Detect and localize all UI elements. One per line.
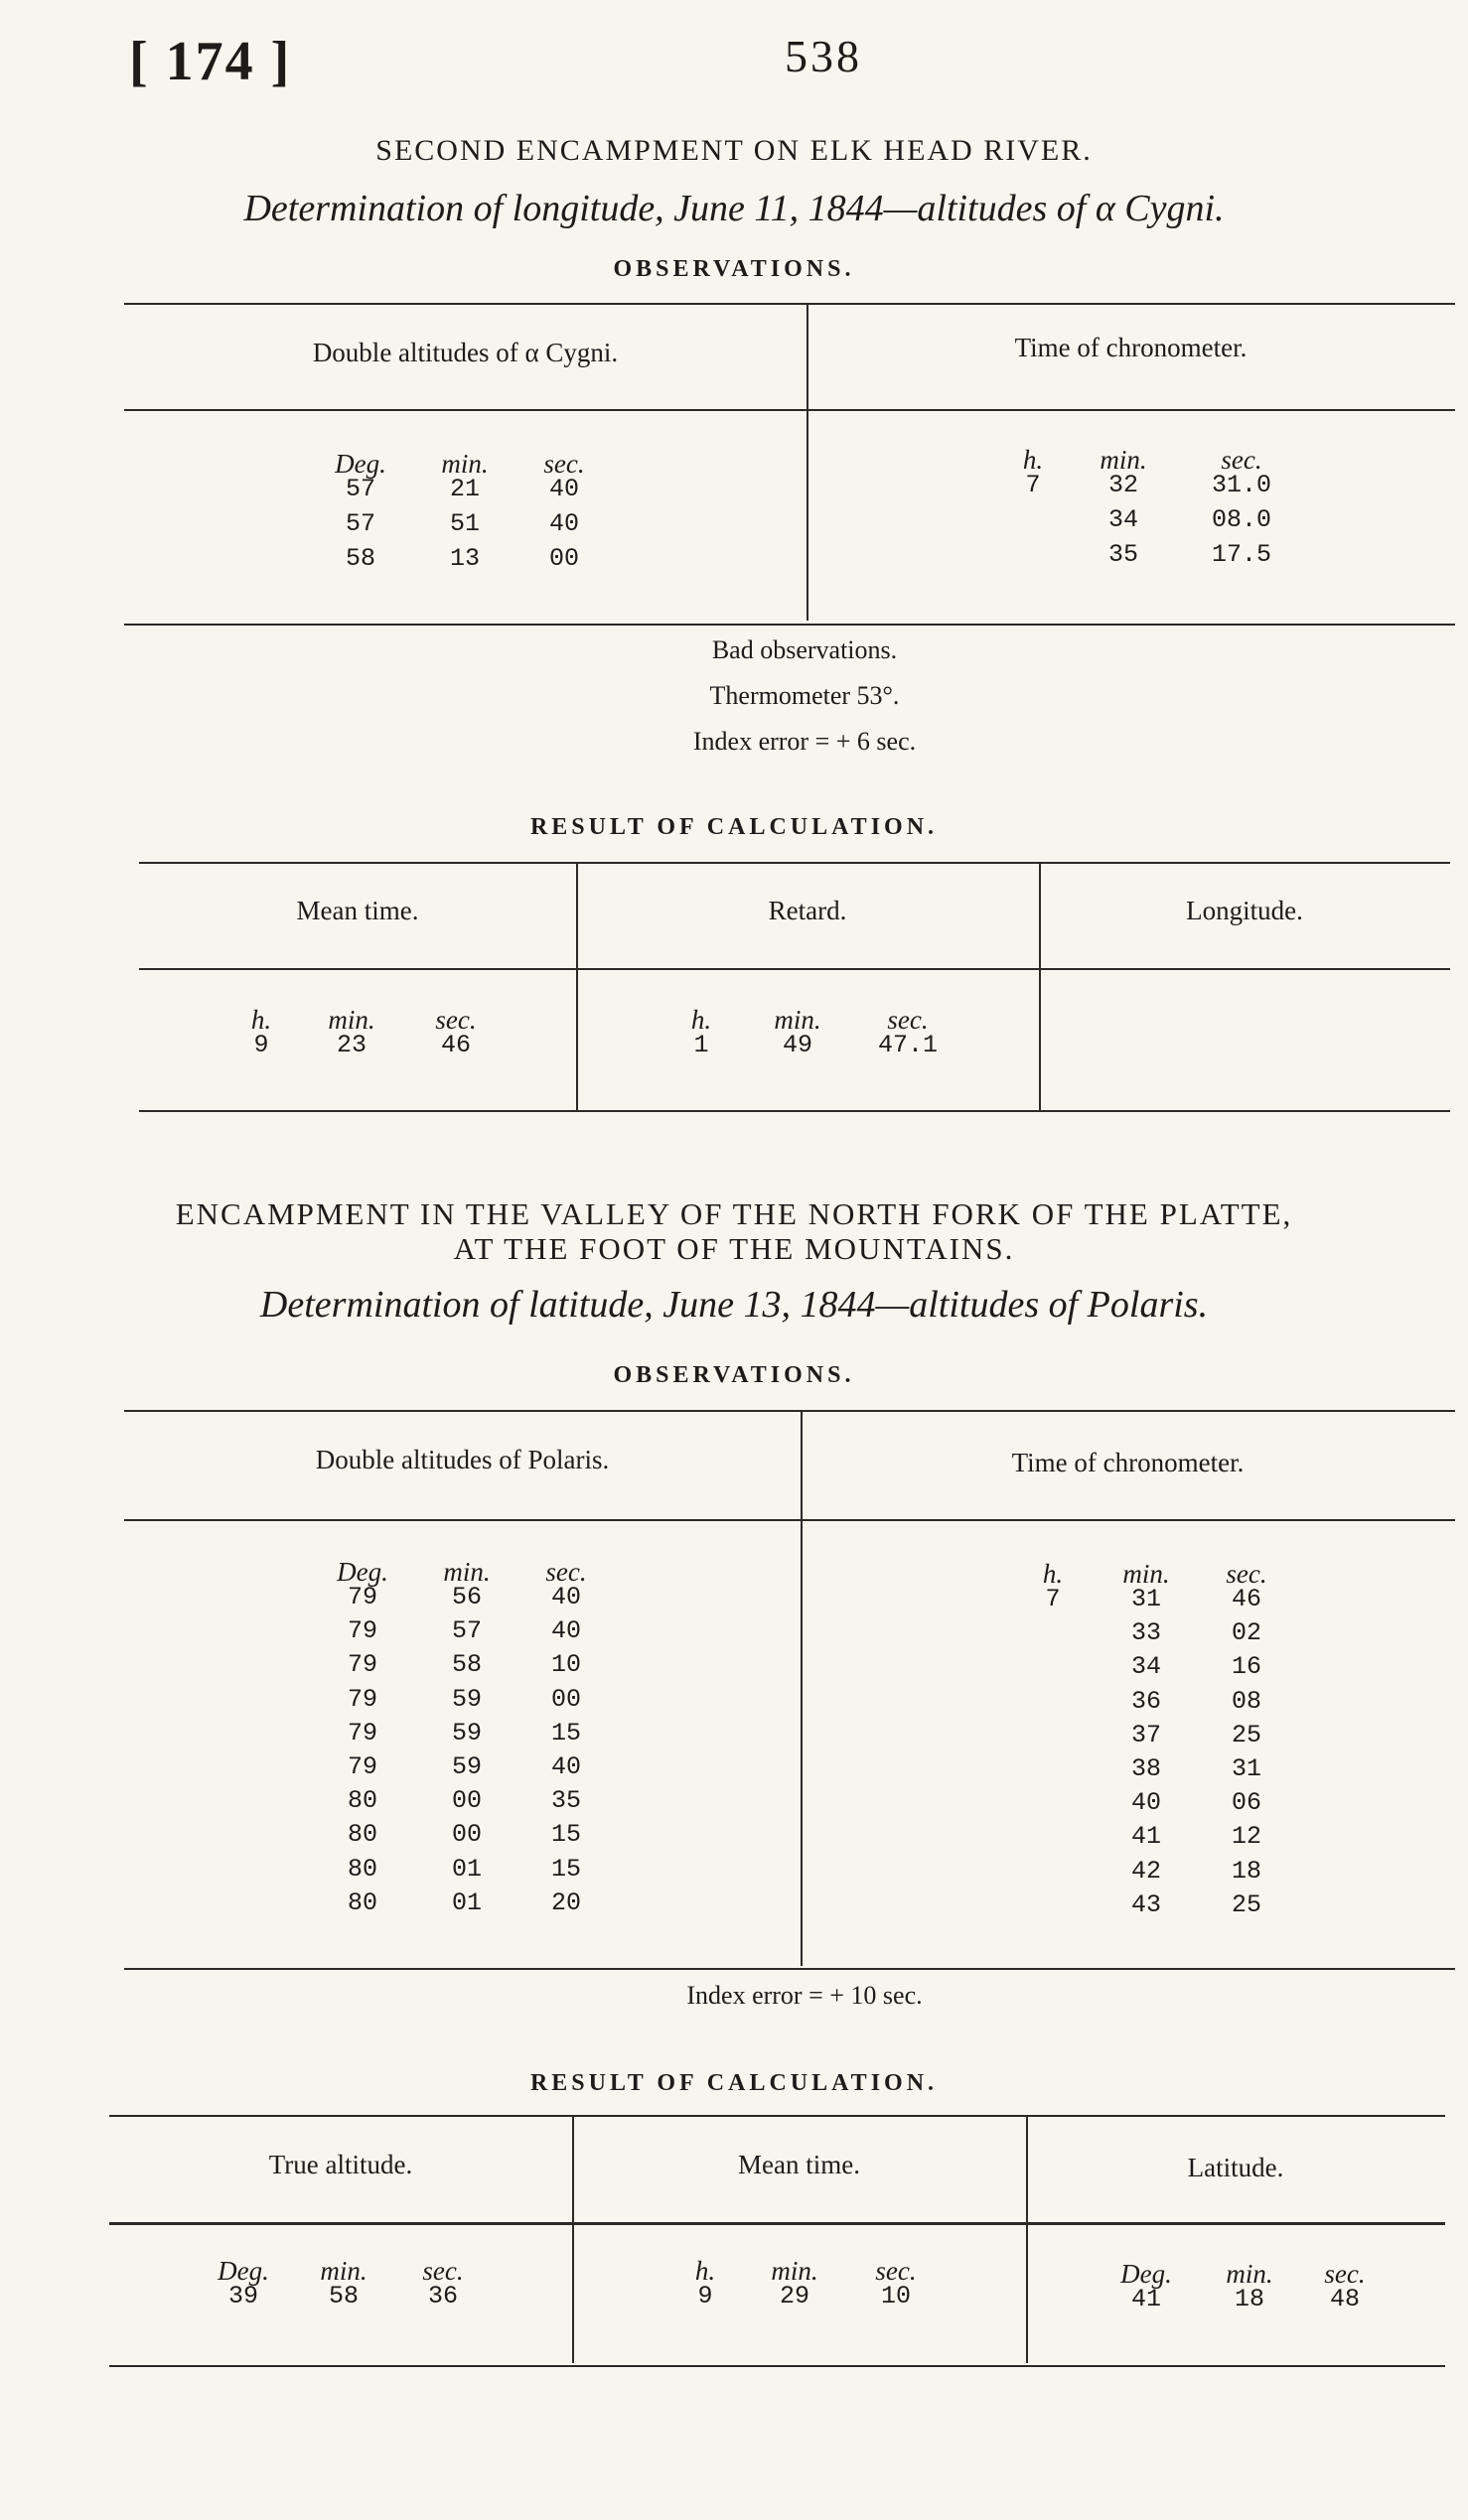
result1-header-mean-time: Mean time.: [296, 896, 419, 925]
result2-true-cell: 36: [427, 2282, 458, 2310]
result1-retard-unit: sec.: [887, 1005, 929, 1035]
obs1-right-cell: 34: [1107, 505, 1138, 534]
obs1-left-cell: 13: [449, 544, 480, 573]
obs2-left-unit: min.: [443, 1557, 491, 1587]
result1-retard-unit: h.: [690, 1005, 712, 1035]
result1-mean-cell: 9: [253, 1031, 269, 1059]
obs1-left-cell: 57: [345, 509, 375, 538]
obs2-right-cell: 33: [1130, 1618, 1161, 1648]
obs2-right-cell: 25: [1231, 1720, 1261, 1750]
result1-header-retard: Retard.: [768, 896, 847, 925]
table-rule: [139, 1110, 1450, 1112]
table-rule: [139, 862, 1450, 864]
obs2-left-cell: 01: [451, 1854, 482, 1884]
obs2-left-cell: 79: [347, 1684, 377, 1714]
table-rule: [109, 2222, 1445, 2225]
note-index-error: Index error = + 6 sec.: [692, 727, 917, 756]
obs2-left-cell: 79: [347, 1650, 377, 1680]
obs2-left-cell: 10: [550, 1650, 581, 1680]
result2-mean-cell: 9: [697, 2282, 713, 2310]
obs2-right-cell: 42: [1130, 1856, 1161, 1886]
obs2-left-cell: 15: [550, 1820, 581, 1850]
obs2-left-cell: 40: [550, 1616, 581, 1646]
obs2-left-cell: 79: [347, 1583, 377, 1611]
obs2-left-cell: 00: [451, 1820, 482, 1850]
table-rule: [124, 409, 1455, 411]
result2-lat-cell: 41: [1130, 2285, 1161, 2313]
obs1-left-cell: 21: [449, 475, 480, 503]
obs2-left-cell: 35: [550, 1786, 581, 1816]
section2-subtitle: Determination of latitude, June 13, 1844—altitudes of Polaris.: [259, 1284, 1209, 1326]
obs1-right-cell: 35: [1107, 540, 1138, 569]
obs2-left-cell: 20: [550, 1888, 581, 1917]
obs2-left-cell: 80: [347, 1888, 377, 1917]
obs2-right-header: Time of chronometer.: [1011, 1448, 1245, 1477]
result2-header-true-altitude: True altitude.: [268, 2150, 413, 2179]
obs2-right-cell: 37: [1130, 1720, 1161, 1750]
result2-mean-unit: sec.: [875, 2256, 917, 2286]
result1-retard-cell: 47.1: [877, 1031, 938, 1059]
note-bad-observations: Bad observations.: [711, 635, 898, 664]
obs2-left-header: Double altitudes of Polaris.: [315, 1445, 610, 1474]
obs2-right-cell: 34: [1130, 1652, 1161, 1682]
result1-mean-unit: min.: [328, 1005, 375, 1035]
bracket-page-number: [ 174 ]: [129, 31, 292, 92]
table-rule: [139, 968, 1450, 970]
result2-lat-unit: min.: [1226, 2259, 1273, 2289]
obs1-left-cell: 40: [548, 509, 579, 538]
result2-true-unit: sec.: [422, 2256, 464, 2286]
obs2-left-cell: 40: [550, 1583, 581, 1611]
obs2-left-cell: 59: [451, 1718, 482, 1748]
note-index-error-2: Index error = + 10 sec.: [686, 1981, 923, 2010]
table-rule: [109, 2365, 1445, 2367]
obs2-right-cell: 25: [1231, 1890, 1261, 1919]
obs1-right-cell: 7: [1025, 471, 1041, 499]
obs2-right-cell: 31: [1130, 1585, 1161, 1613]
obs1-left-unit: min.: [441, 449, 489, 479]
obs1-left-cell: 57: [345, 475, 375, 503]
obs2-right-cell: 40: [1130, 1788, 1161, 1818]
obs1-right-unit: h.: [1022, 445, 1044, 475]
obs1-right-cell: 08.0: [1211, 505, 1271, 534]
result1-mean-cell: 46: [440, 1031, 471, 1059]
obs1-right-cell: 32: [1107, 471, 1138, 499]
result1-retard-unit: min.: [774, 1005, 821, 1035]
obs2-left-cell: 58: [451, 1650, 482, 1680]
obs2-right-cell: 36: [1130, 1686, 1161, 1716]
obs1-left-unit: sec.: [543, 449, 585, 479]
section2-result-label: RESULT OF CALCULATION.: [529, 2070, 939, 2096]
obs2-left-cell: 40: [550, 1752, 581, 1781]
obs2-left-cell: 15: [550, 1854, 581, 1884]
obs2-right-cell: 16: [1231, 1652, 1261, 1682]
result2-true-cell: 39: [227, 2282, 258, 2310]
table-rule: [124, 1410, 1455, 1412]
obs1-right-header: Time of chronometer.: [1014, 333, 1248, 362]
result1-mean-cell: 23: [336, 1031, 367, 1059]
obs2-right-cell: 43: [1130, 1890, 1161, 1919]
section2-title-line1: ENCAMPMENT IN THE VALLEY OF THE NORTH FORK OF THE PLATTE,: [175, 1196, 1293, 1231]
result2-mean-cell: 10: [880, 2282, 911, 2310]
table-rule: [109, 2115, 1445, 2117]
obs1-left-cell: 51: [449, 509, 480, 538]
result1-mean-unit: h.: [250, 1005, 272, 1035]
obs1-right-cell: 17.5: [1211, 540, 1271, 569]
obs1-left-cell: 58: [345, 544, 375, 573]
obs2-left-unit: Deg.: [337, 1557, 388, 1587]
result2-true-cell: 58: [328, 2282, 359, 2310]
obs2-left-cell: 80: [347, 1786, 377, 1816]
obs2-left-cell: 79: [347, 1616, 377, 1646]
result2-mean-unit: min.: [771, 2256, 818, 2286]
obs2-left-cell: 57: [451, 1616, 482, 1646]
obs2-right-cell: 38: [1130, 1754, 1161, 1783]
obs2-right-cell: 41: [1130, 1822, 1161, 1852]
obs1-left-unit: Deg.: [335, 449, 386, 479]
section1-title: SECOND ENCAMPMENT ON ELK HEAD RIVER.: [375, 134, 1093, 167]
section1-observations-label: OBSERVATIONS.: [613, 256, 855, 282]
section1-observations-table: [0, 0, 1468, 1]
obs1-left-cell: 40: [548, 475, 579, 503]
obs2-right-cell: 46: [1231, 1585, 1261, 1613]
table-rule: [124, 303, 1455, 305]
obs2-left-cell: 80: [347, 1854, 377, 1884]
obs1-right-unit: sec.: [1221, 445, 1262, 475]
obs1-left-cell: 00: [548, 544, 579, 573]
page-number: 538: [785, 31, 862, 81]
section1-subtitle: Determination of longitude, June 11, 1844—altitudes of α Cygni.: [243, 188, 1225, 229]
obs2-right-cell: 12: [1231, 1822, 1261, 1852]
section2-title-line2: AT THE FOOT OF THE MOUNTAINS.: [453, 1231, 1015, 1266]
table-rule: [124, 1968, 1455, 1970]
obs2-right-unit: h.: [1042, 1559, 1064, 1589]
result2-lat-unit: sec.: [1324, 2259, 1366, 2289]
section1-result-label: RESULT OF CALCULATION.: [529, 814, 939, 840]
obs2-left-cell: 00: [550, 1684, 581, 1714]
obs2-left-cell: 79: [347, 1718, 377, 1748]
result2-true-unit: min.: [320, 2256, 367, 2286]
result1-retard-cell: 1: [693, 1031, 709, 1059]
obs2-left-cell: 79: [347, 1752, 377, 1781]
obs2-right-cell: 7: [1045, 1585, 1061, 1613]
result2-mean-cell: 29: [779, 2282, 809, 2310]
result2-mean-unit: h.: [694, 2256, 716, 2286]
obs2-left-unit: sec.: [545, 1557, 587, 1587]
result2-true-unit: Deg.: [218, 2256, 269, 2286]
result2-lat-unit: Deg.: [1120, 2259, 1172, 2289]
obs2-left-cell: 00: [451, 1786, 482, 1816]
obs2-right-cell: 06: [1231, 1788, 1261, 1818]
result2-lat-cell: 48: [1329, 2285, 1360, 2313]
obs2-left-cell: 01: [451, 1888, 482, 1917]
result1-mean-unit: sec.: [435, 1005, 477, 1035]
obs2-left-cell: 80: [347, 1820, 377, 1850]
obs2-left-cell: 59: [451, 1684, 482, 1714]
obs2-left-cell: 15: [550, 1718, 581, 1748]
obs2-left-cell: 59: [451, 1752, 482, 1781]
table-divider: [801, 1410, 803, 1966]
obs2-right-cell: 18: [1231, 1856, 1261, 1886]
note-thermometer: Thermometer 53°.: [709, 681, 900, 710]
result1-header-longitude: Longitude.: [1186, 896, 1303, 925]
table-rule: [124, 1519, 1455, 1521]
obs2-left-cell: 56: [451, 1583, 482, 1611]
obs2-right-cell: 31: [1231, 1754, 1261, 1783]
table-rule: [124, 624, 1455, 626]
obs1-right-cell: 31.0: [1211, 471, 1271, 499]
obs2-right-cell: 08: [1231, 1686, 1261, 1716]
obs1-right-unit: min.: [1100, 445, 1147, 475]
result2-header-mean-time: Mean time.: [738, 2150, 860, 2179]
obs2-right-unit: min.: [1122, 1559, 1170, 1589]
result2-lat-cell: 18: [1234, 2285, 1264, 2313]
result2-header-latitude: Latitude.: [1187, 2153, 1284, 2182]
obs1-left-header: Double altitudes of α Cygni.: [312, 338, 619, 367]
obs2-right-unit: sec.: [1226, 1559, 1267, 1589]
obs2-right-cell: 02: [1231, 1618, 1261, 1648]
section2-observations-label: OBSERVATIONS.: [613, 1362, 855, 1388]
result1-retard-cell: 49: [782, 1031, 812, 1059]
